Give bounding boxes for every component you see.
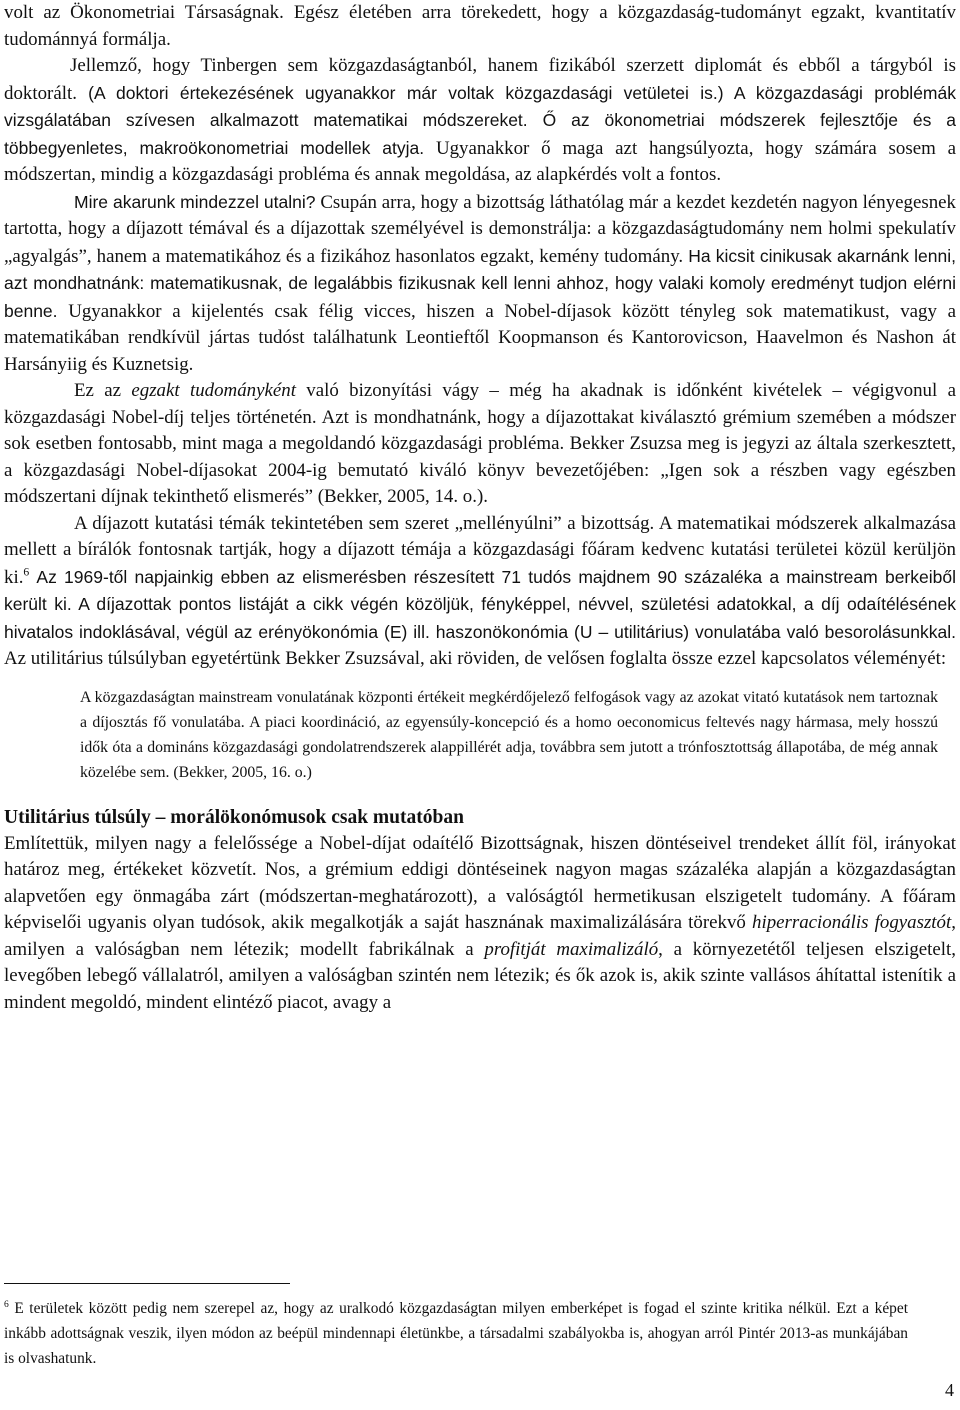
section-text <box>4 831 956 1017</box>
p5-part-a: Említettük, milyen nagy a felelőssége a Nobel-díjat odaítélő Bizottságnak, hiszen döntéseivel trendeket állít föl, irányokat határoz meg, értékeket közvetít. Nos, a grémium eddigi döntéseinek nagyon magas százaléka alapján a közgazdaságtan alapvetően egy önmagába zárt (módszertan-meghatározott), a valóságtól hermetikusan elszigetelt tudomány. A főáram képviselői ugyanis olyan tudósok, akik megalkotják a saját hasznának maximalizálására törekvő <box>4 832 956 933</box>
p5-emphasis-1: hiperracionális fogyasztót <box>752 912 952 933</box>
footnote-ref-6[interactable]: 6 <box>23 565 30 579</box>
p2-sentence-4: Ugyanakkor a kijelentés csak félig vicces, hiszen a Nobel-díjasok között tényleg sok matematikust, vagy a matematikában rendkívül jártas tudóst találhatunk Leontieftől Koopmanson és Kantorovicson, Haavelmon és Nashon át Harsányiig és Kuznetsig. <box>4 300 956 375</box>
p3-emphasis: egzakt tudományként <box>131 380 296 401</box>
p2-sentence-1: Mire akarunk mindezzel utalni? <box>74 191 316 212</box>
paragraph-5 <box>4 831 956 1017</box>
p4-sentence-1: A díjazott kutatási témák tekintetében sem szeret „mellényúlni” a bizottság. <box>74 512 655 534</box>
footnote-divider <box>4 1283 290 1284</box>
footnote-text: E területek között pedig nem szerepel az, hogy az uralkodó közgazdaságtan milyen emberképet is fogad el szinte kritika nélkül. Ezt a képet inkább adottságnak veszik, ilyen módon az beépül mindennapi életünkbe, a társadalmi szabályokba is, ahogyan arról Pintér 2013-as munkájában is olvashatunk. <box>4 1300 908 1367</box>
p1-sentence-2: Jellemző, hogy Tinbergen sem közgazdaságtanból, hanem fizikából szerzett diplomát és ebből a tárgyból is doktorált. <box>4 55 956 104</box>
p1-sentence-3: (A doktori értekezésének ugyanakkor már voltak közgazdasági vetületei is.) A közgazdasági problémák vizsgálatában szívesen alkalmazott matematikai módszereket. Ő az ökonometriai módszerek fejlesztője és a többegyenletes, makroökonometriai modellek atyja. <box>4 82 956 158</box>
p4-sentence-3: Az 1969-től napjainkig ebben az elismerésben részesített 71 tudós majdnem 90 százaléka a mainstream berkeiből került ki. A díjazottak pontos listáját a cikk végén közöljük, fényképpel, névvel, születési adatokkal, a díj odaítélésének hivatalos indoklásával, végül az erényökonómia (E) ill. haszonökonómia (U – utilitárius) vonulatába való besorolásunkkal. <box>4 566 956 642</box>
p2-sentence-2: Csupán arra, hogy a bizottság láthatólag már a kezdet kezdetén nagyon lényegesnek tartotta, hogy a díjazott témával és a díjazottak személyével is demonstrálja: a közgazdaságtudomány nem holmi spekulatív „agyalgás”, hanem a matematikához és a fizikához hasonlatos egzakt, kemény tudomány. <box>4 191 956 267</box>
paragraph-4 <box>4 511 956 673</box>
footnote-6 <box>4 1296 908 1371</box>
p3-pre: Ez az <box>74 380 122 401</box>
footnote-number: 6 <box>4 1298 9 1310</box>
page-number: 4 <box>945 1380 954 1400</box>
paragraph-1 <box>4 0 956 189</box>
p3-post: való bizonyítási vágy – még ha akadnak is időnként kivételek – végigvonul a közgazdasági Nobel-díj teljes történetén. Azt is mondhatnánk, hogy a díjazottakat kiválasztó grémium szemében a módszer sok esetben fontosabb, mint maga a megoldandó közgazdasági probléma. Bekker Zsuzsa meg is jegyzi az általa szerkesztett, a közgazdasági Nobel-díjasokat 2004-ig bemutató kiváló könyv bevezetőjében: „Igen sok a részben vagy egészben módszertani díjnak tekinthető elismerés” (Bekker, 2005, 14. o.). <box>4 380 956 507</box>
p1-sentence-1: volt az Ökonometriai Társaságnak. Egész életében arra törekedett, hogy a közgazdaság-tudományt egzakt, kvantitatív tudománnyá formálja. <box>4 2 956 50</box>
paragraph-2 <box>4 189 956 379</box>
p4-sentence-4: Az utilitárius túlsúlyban egyetértünk Bekker Zsuzsával, aki röviden, de velősen foglalta össze ezzel kapcsolatos véleményét: <box>4 648 947 669</box>
section-title: Utilitárius túlsúly – morálökonómusok csak mutatóban <box>4 806 464 828</box>
p4-sentence-2: A matematikai módszerek alkalmazása mellett a bírálók fontosnak tartják, hogy a díjazott témája a közgazdasági főáram kedvenc kutatási területei közül kerüljön ki. <box>4 512 956 588</box>
p5-emphasis-2: profitját maximalizáló <box>484 938 659 960</box>
p5-part-c: , a környezetétől teljesen elszigetelt, levegőben lebegő vállalatról, amilyen a valóságban szintén nem létezik; és ők azok is, akik szinte vallásos áhítattal istenítik a mindent megoldó, mindent elintéző piacot, avagy a <box>4 938 956 1013</box>
main-text <box>4 0 956 673</box>
p1-sentence-4: Ugyanakkor ő maga azt hangsúlyozta, hogy számára sosem a módszertan, mindig a közgazdasági probléma és annak megoldása, az alapkérdés volt a fontos. <box>4 137 956 185</box>
p2-sentence-3: Ha kicsit cinikusak akarnánk lenni, azt mondhatnánk: matematikusnak, de legalábbis fizikusnak kell lenni ahhoz, hogy valaki komoly eredményt tudjon elérni benne. <box>4 245 956 321</box>
block-quote: A közgazdaságtan mainstream vonulatának központi értékeit megkérdőjelező felfogások vagy az azokat vitató kutatások nem tartoznak a díjosztás fő vonulatába. A piaci koordináció, az egyensúly-koncepció és a homo oeconomicus feltevés nagy hármasa, mely hosszú idők óta a domináns közgazdasági gondolatrendszerek alappillérét adja, továbbra sem jutott a trónfosztottság állapotába, de még annak közelébe sem. (Bekker, 2005, 16. o.) <box>80 688 938 781</box>
paragraph-3 <box>4 378 956 511</box>
p5-part-b: , amilyen a valóságban nem létezik; modellt fabrikálnak a <box>4 912 956 960</box>
